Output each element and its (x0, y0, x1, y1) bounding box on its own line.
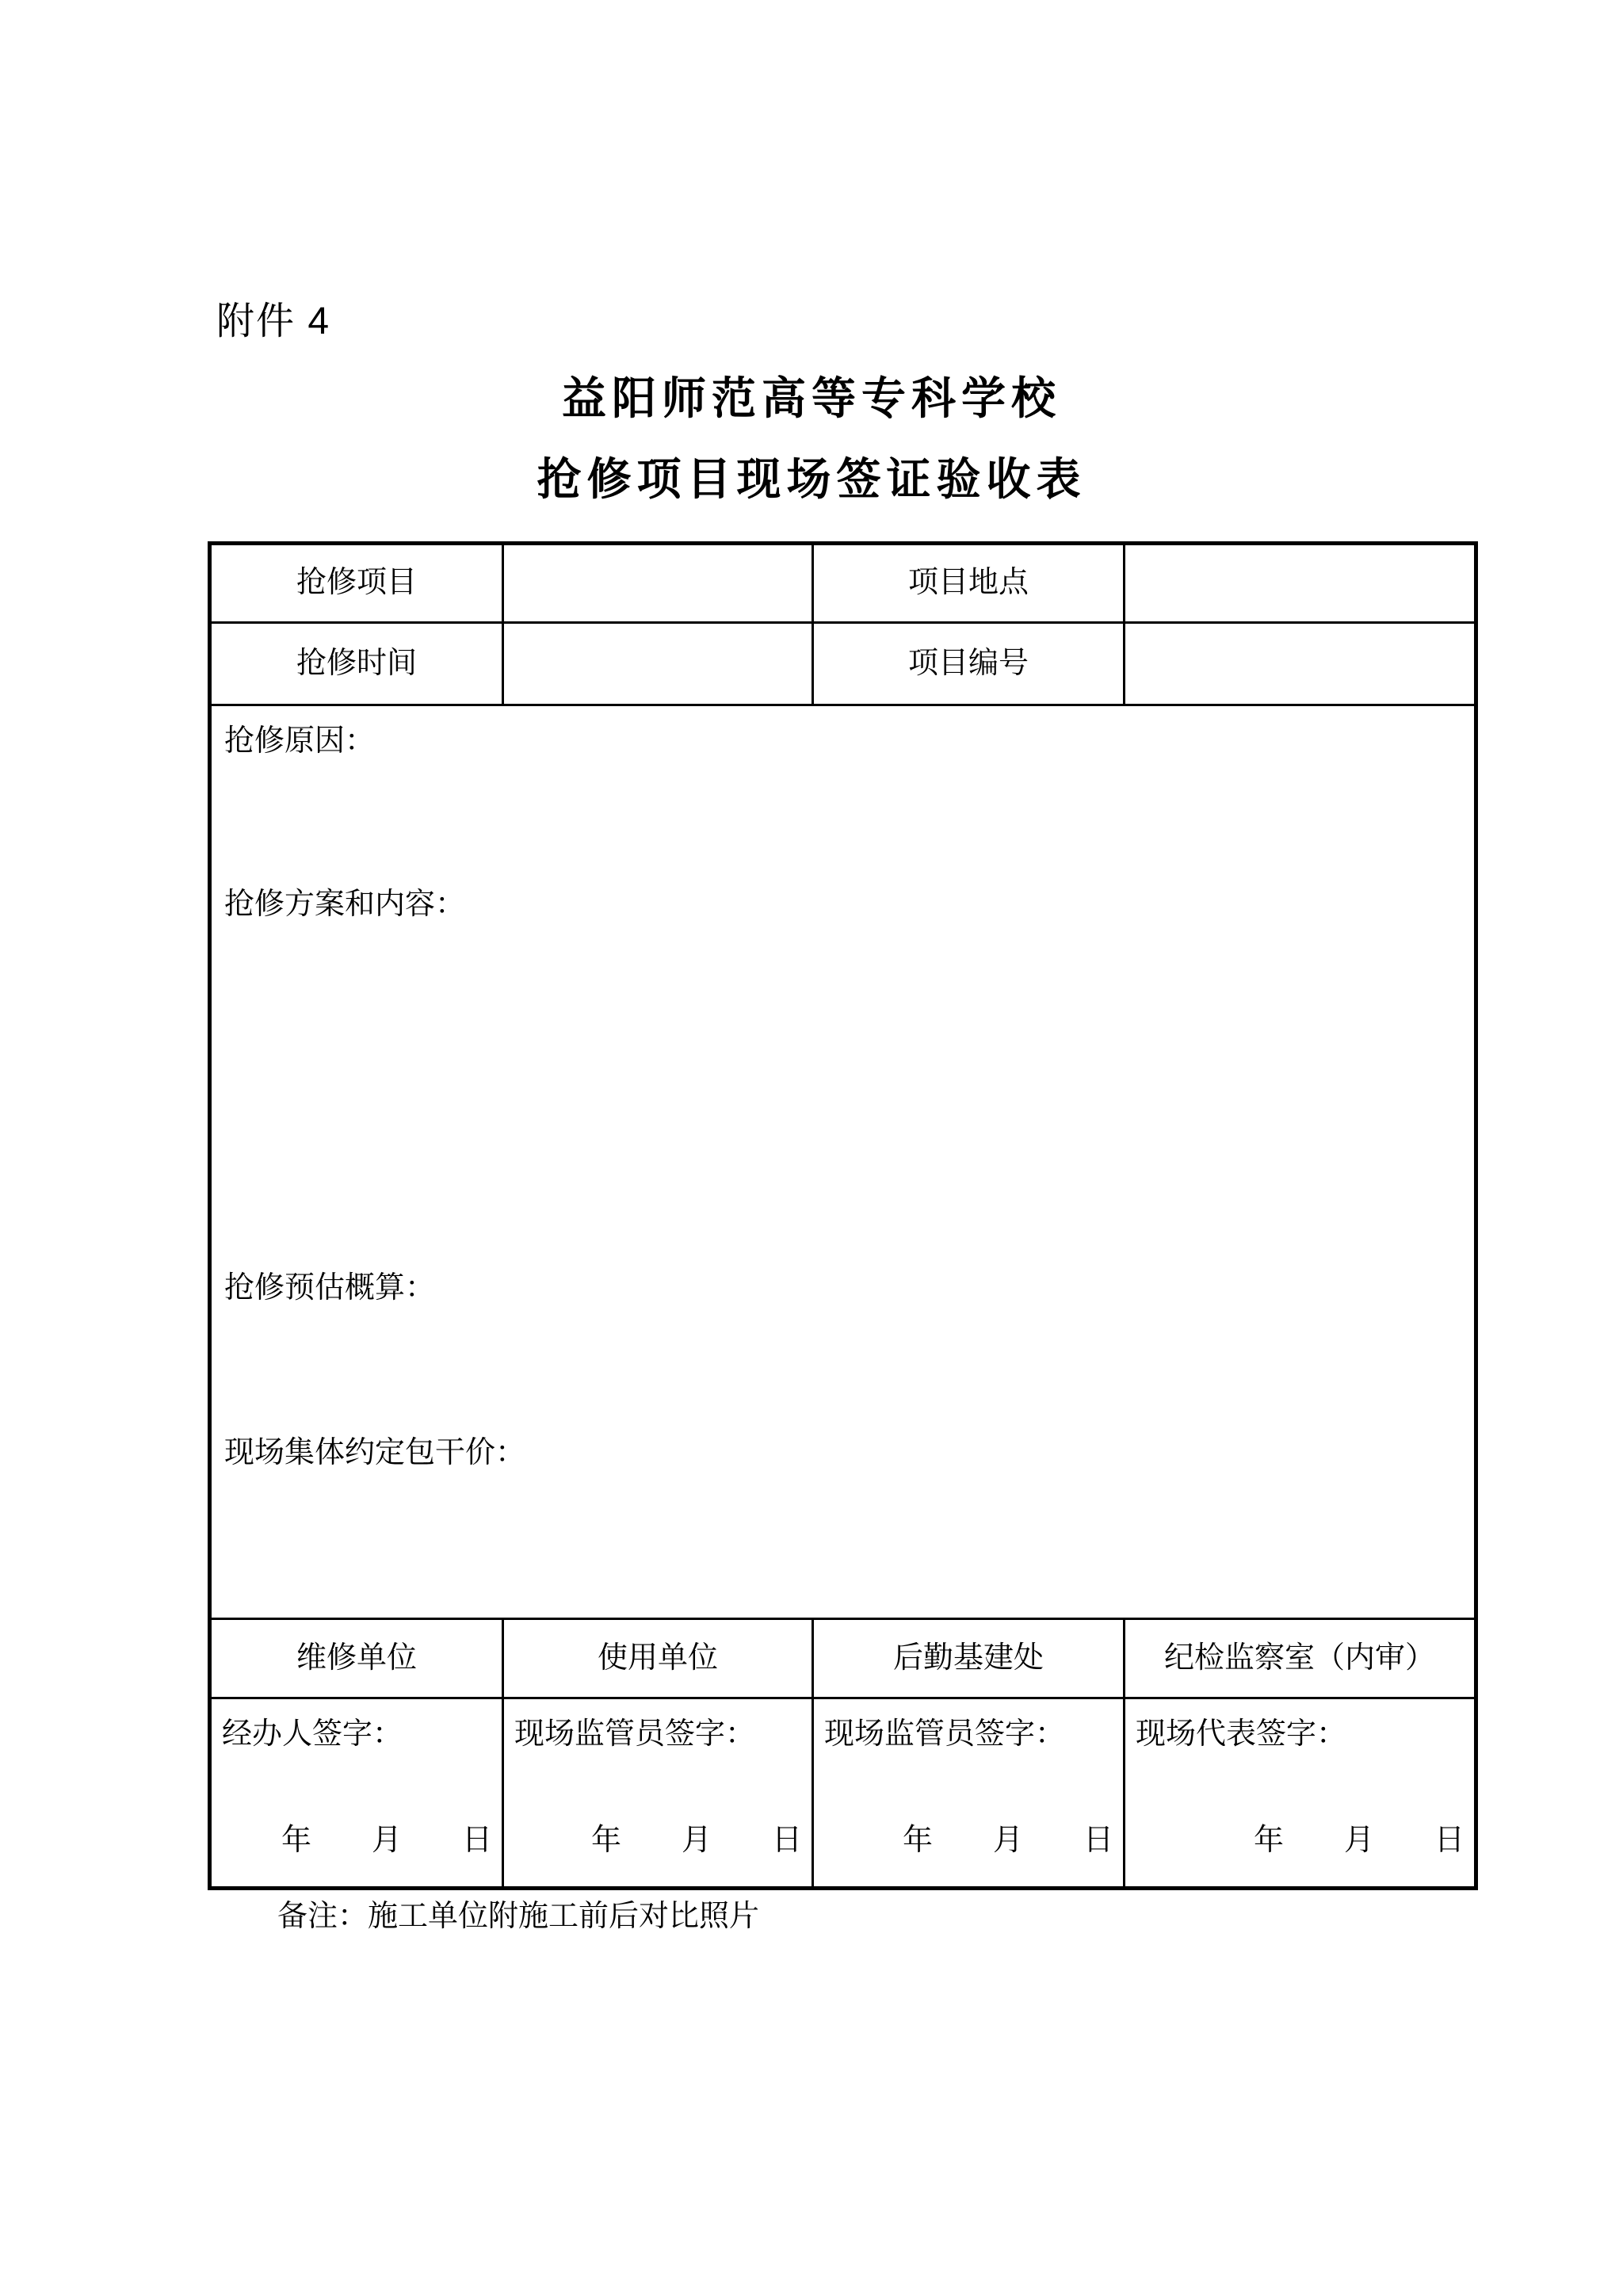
signature-row (210, 1698, 1476, 1889)
signature-cell-discipline-inspection[interactable] (1125, 1698, 1476, 1889)
attachment-label: 附件 4 (216, 300, 331, 342)
detail-row (210, 705, 1476, 1619)
signature-header-row (210, 1619, 1476, 1698)
acceptance-form-table (208, 541, 1478, 1890)
signature-cell-repair-unit[interactable] (210, 1698, 503, 1889)
repair-plan-content-label: 抢修方案和内容： (224, 888, 466, 921)
header-discipline-inspection-office: 纪检监察室（内审） (1125, 1619, 1476, 1698)
signature-cell-inner (814, 1699, 1123, 1886)
info-row-1 (210, 544, 1476, 623)
date-line: 年 月 日 (1253, 1824, 1465, 1858)
document-title-line1: 益阳师范高等专科学校 (562, 373, 1061, 423)
onsite-agreed-price-label: 现场集体约定包干价： (224, 1436, 526, 1469)
header-using-unit: 使用单位 (503, 1619, 813, 1698)
signature-cell-inner (1125, 1699, 1474, 1886)
repair-project-value-cell[interactable] (503, 544, 813, 623)
header-logistics-office: 后勤基建处 (813, 1619, 1125, 1698)
project-location-label-cell: 项目地点 (813, 544, 1125, 623)
footnote: 备注：施工单位附施工前后对比照片 (277, 1900, 760, 1933)
signature-cell-using-unit[interactable] (503, 1698, 813, 1889)
repair-time-label-cell: 抢修时间 (210, 623, 503, 705)
project-number-label-cell: 项目编号 (813, 623, 1125, 705)
signature-cell-inner (504, 1699, 812, 1886)
detail-section-cell[interactable] (210, 705, 1476, 1619)
repair-project-label-cell: 抢修项目 (210, 544, 503, 623)
repair-time-value-cell[interactable] (503, 623, 813, 705)
repair-estimate-label: 抢修预估概算： (224, 1271, 436, 1305)
onsite-supervisor-signature-label: 现场监管员签字： (824, 1717, 1066, 1751)
signature-cell-logistics-office[interactable] (813, 1698, 1125, 1889)
repair-reason-label: 抢修原因： (224, 724, 376, 758)
signature-cell-inner (212, 1699, 502, 1886)
date-line: 年 月 日 (902, 1824, 1113, 1858)
date-line: 年 月 日 (590, 1824, 802, 1858)
detail-section-inner (212, 706, 1474, 1618)
header-repair-unit: 维修单位 (210, 1619, 503, 1698)
info-row-2 (210, 623, 1476, 705)
onsite-representative-signature-label: 现场代表签字： (1136, 1717, 1347, 1751)
document-title-line2: 抢修项目现场签证验收表 (537, 454, 1086, 504)
onsite-supervisor-signature-label: 现场监管员签字： (514, 1717, 756, 1751)
project-location-value-cell[interactable] (1125, 544, 1476, 623)
handler-signature-label: 经办人签字： (222, 1717, 403, 1751)
date-line: 年 月 日 (281, 1824, 492, 1858)
project-number-value-cell[interactable] (1125, 623, 1476, 705)
